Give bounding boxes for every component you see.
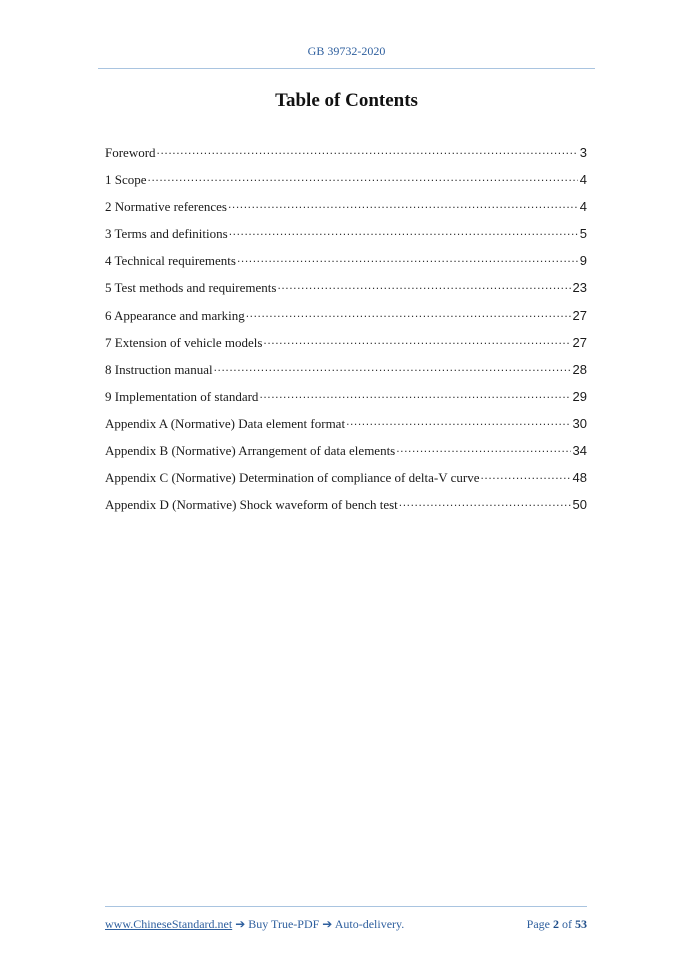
- toc-entry-test-methods[interactable]: [105, 278, 587, 305]
- toc-page-number: 27: [572, 334, 587, 350]
- toc-page-number: 9: [579, 253, 587, 269]
- toc-page-number: 3: [579, 145, 587, 160]
- toc-page-number: 4: [579, 199, 587, 215]
- document-id: GB 39732-2020: [307, 44, 386, 58]
- page-word: Page: [526, 917, 550, 931]
- toc-entry-label: Appendix D (Normative) Shock waveform of bench test: [105, 497, 398, 513]
- toc-entry-label: Appendix A (Normative) Data element format: [105, 415, 346, 431]
- toc-dot-leader: [229, 224, 578, 238]
- toc-dot-leader: [399, 495, 571, 509]
- toc-entry-label: 1 Scope: [105, 172, 147, 188]
- toc-entry-appearance-and-marking[interactable]: [105, 306, 587, 333]
- toc-page-number: 48: [572, 470, 587, 486]
- toc-entry-label: Appendix B (Normative) Arrangement of data elements: [105, 443, 396, 459]
- toc-entry-instruction-manual[interactable]: [105, 360, 587, 387]
- toc-entry-label: 3 Terms and definitions: [105, 226, 228, 242]
- toc-dot-leader: [214, 360, 571, 374]
- toc-dot-leader: [346, 414, 570, 428]
- toc-entry-technical-requirements[interactable]: [105, 251, 587, 278]
- toc-entry-label: 4 Technical requirements: [105, 253, 236, 269]
- running-header: [0, 44, 693, 59]
- toc-dot-leader: [480, 468, 570, 482]
- toc-entry-label: 5 Test methods and requirements: [105, 280, 277, 296]
- toc-entry-label: 6 Appearance and marking: [105, 307, 245, 323]
- toc-entry-terms-and-definitions[interactable]: [105, 224, 587, 251]
- toc-dot-leader: [246, 306, 571, 320]
- toc-dot-leader: [228, 197, 578, 211]
- toc-dot-leader: [396, 441, 570, 455]
- toc-page-number: 23: [572, 280, 587, 296]
- table-of-contents: [105, 143, 587, 522]
- page-indicator: [527, 917, 587, 932]
- toc-entry-normative-references[interactable]: [105, 197, 587, 224]
- toc-entry-label: 8 Instruction manual: [105, 361, 213, 377]
- toc-dot-leader: [277, 278, 570, 292]
- toc-entry-label: 2 Normative references: [105, 199, 227, 215]
- toc-entry-label: Appendix C (Normative) Determination of compliance of delta-V curve: [105, 470, 480, 486]
- toc-entry-appendix-a[interactable]: [105, 414, 587, 441]
- toc-entry-label: 9 Implementation of standard: [105, 388, 259, 404]
- current-page-number: 2: [553, 917, 559, 931]
- page-title: Table of Contents: [275, 90, 418, 111]
- toc-page-number: 5: [579, 226, 587, 242]
- toc-page-number: 29: [572, 388, 587, 404]
- toc-dot-leader: [259, 387, 570, 401]
- toc-entry-extension-of-vehicle-models[interactable]: [105, 333, 587, 360]
- toc-page-number: 4: [579, 172, 587, 188]
- toc-entry-foreword[interactable]: [105, 143, 587, 170]
- arrow-right-icon: ➔: [235, 917, 246, 931]
- toc-entry-appendix-d[interactable]: [105, 495, 587, 522]
- footer-promo: [105, 917, 404, 932]
- total-page-count: 53: [575, 917, 587, 931]
- toc-dot-leader: [237, 251, 578, 265]
- toc-entry-label: 7 Extension of vehicle models: [105, 334, 263, 350]
- toc-entry-implementation-of-standard[interactable]: [105, 387, 587, 414]
- toc-page-number: 30: [572, 415, 587, 431]
- toc-entry-appendix-c[interactable]: [105, 468, 587, 495]
- buy-pdf-text: Buy True-PDF: [248, 917, 320, 931]
- toc-dot-leader: [263, 333, 570, 347]
- arrow-right-icon: ➔: [322, 917, 333, 931]
- toc-dot-leader: [157, 143, 578, 157]
- website-link[interactable]: www.ChineseStandard.net: [105, 917, 233, 931]
- toc-page-number: 50: [572, 497, 587, 513]
- toc-dot-leader: [148, 170, 578, 184]
- header-divider: [98, 68, 595, 69]
- toc-page-number: 28: [572, 361, 587, 377]
- toc-page-number: 27: [572, 307, 587, 323]
- footer-divider: [105, 906, 587, 907]
- toc-page-number: 34: [572, 443, 587, 459]
- of-word: of: [562, 917, 572, 931]
- toc-entry-appendix-b[interactable]: [105, 441, 587, 468]
- delivery-text: Auto-delivery.: [334, 917, 405, 931]
- toc-entry-scope[interactable]: [105, 170, 587, 197]
- toc-entry-label: Foreword: [105, 145, 156, 160]
